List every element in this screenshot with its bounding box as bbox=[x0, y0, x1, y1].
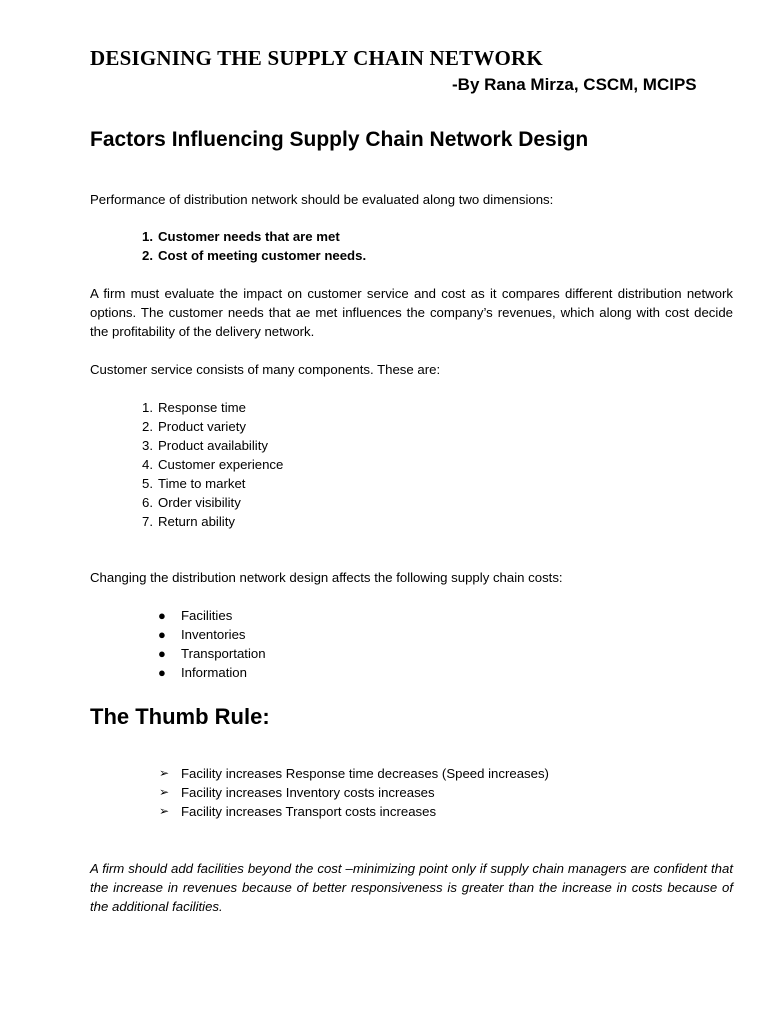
list-item bbox=[142, 227, 366, 246]
costs-list bbox=[158, 606, 266, 682]
list-item-text: Customer experience bbox=[158, 457, 284, 472]
list-item-text: Time to market bbox=[158, 476, 246, 491]
bullet-dot-icon: ● bbox=[158, 665, 166, 680]
bullet-dot-icon: ● bbox=[158, 627, 166, 642]
list-item-text: Facility increases Inventory costs increases bbox=[181, 785, 435, 800]
list-item bbox=[158, 625, 266, 644]
list-number: 5. bbox=[142, 476, 153, 491]
list-item bbox=[158, 663, 266, 682]
list-item-text: Order visibility bbox=[158, 495, 241, 510]
list-number: 3. bbox=[142, 438, 153, 453]
service-components-list bbox=[142, 398, 284, 531]
bullet-dot-icon: ● bbox=[158, 646, 166, 661]
document-title: DESIGNING THE SUPPLY CHAIN NETWORK bbox=[90, 46, 543, 70]
list-item-text: Response time bbox=[158, 400, 246, 415]
costs-intro-paragraph: Changing the distribution network design affects the following supply chain costs: bbox=[90, 570, 563, 585]
section-heading-thumb-rule: The Thumb Rule: bbox=[90, 704, 270, 729]
list-item bbox=[142, 436, 283, 455]
list-item bbox=[142, 417, 283, 436]
intro-paragraph: Performance of distribution network should be evaluated along two dimensions: bbox=[90, 192, 554, 207]
arrowhead-bullet-icon: ➢ bbox=[159, 766, 170, 780]
list-item-text: Facility increases Transport costs increases bbox=[181, 804, 437, 819]
list-item bbox=[142, 474, 283, 493]
list-item bbox=[158, 606, 266, 625]
list-item-text: Facilities bbox=[181, 608, 233, 623]
list-item bbox=[158, 644, 266, 663]
list-item-text: Product variety bbox=[158, 419, 246, 434]
list-number: 4. bbox=[142, 457, 153, 472]
list-item bbox=[159, 783, 549, 802]
list-item bbox=[159, 764, 549, 783]
author-byline: -By Rana Mirza, CSCM, MCIPS bbox=[452, 75, 697, 94]
list-item-text: Return ability bbox=[158, 514, 235, 529]
firm-paragraph: A firm must evaluate the impact on customer service and cost as it compares different distribution network options. The customer needs that ae met influences the company’s revenues, which along with cost decide the profitability of the delivery network. bbox=[90, 286, 733, 339]
list-item bbox=[142, 512, 283, 531]
list-number: 1. bbox=[142, 229, 153, 244]
list-item-text: Information bbox=[181, 665, 247, 680]
list-item bbox=[159, 802, 549, 821]
section-heading-factors: Factors Influencing Supply Chain Network Design bbox=[90, 128, 589, 151]
list-number: 6. bbox=[142, 495, 153, 510]
list-item bbox=[142, 455, 284, 474]
list-item-text: Cost of meeting customer needs. bbox=[158, 248, 367, 263]
list-number: 1. bbox=[142, 400, 153, 415]
list-item-text: Customer needs that are met bbox=[158, 229, 340, 244]
list-item-text: Inventories bbox=[181, 627, 246, 642]
list-item-text: Transportation bbox=[181, 646, 266, 661]
list-item bbox=[142, 398, 283, 417]
conclusion-paragraph: A firm should add facilities beyond the cost –minimizing point only if supply chain managers are confident that the increase in revenues because of better responsiveness is greater than the increase in costs because of the additional facilities. bbox=[90, 861, 733, 914]
list-item-text: Product availability bbox=[158, 438, 268, 453]
list-number: 2. bbox=[142, 419, 153, 434]
list-item-text: Facility increases Response time decreases (Speed increases) bbox=[181, 766, 549, 781]
list-number: 2. bbox=[142, 248, 153, 263]
thumb-rules-list bbox=[159, 764, 549, 821]
bullet-dot-icon: ● bbox=[158, 608, 166, 623]
list-number: 7. bbox=[142, 514, 153, 529]
dimensions-list bbox=[142, 227, 367, 265]
list-item bbox=[142, 493, 283, 512]
arrowhead-bullet-icon: ➢ bbox=[159, 785, 170, 799]
list-item bbox=[142, 246, 367, 265]
arrowhead-bullet-icon: ➢ bbox=[159, 804, 170, 818]
service-intro-paragraph: Customer service consists of many components. These are: bbox=[90, 362, 441, 377]
